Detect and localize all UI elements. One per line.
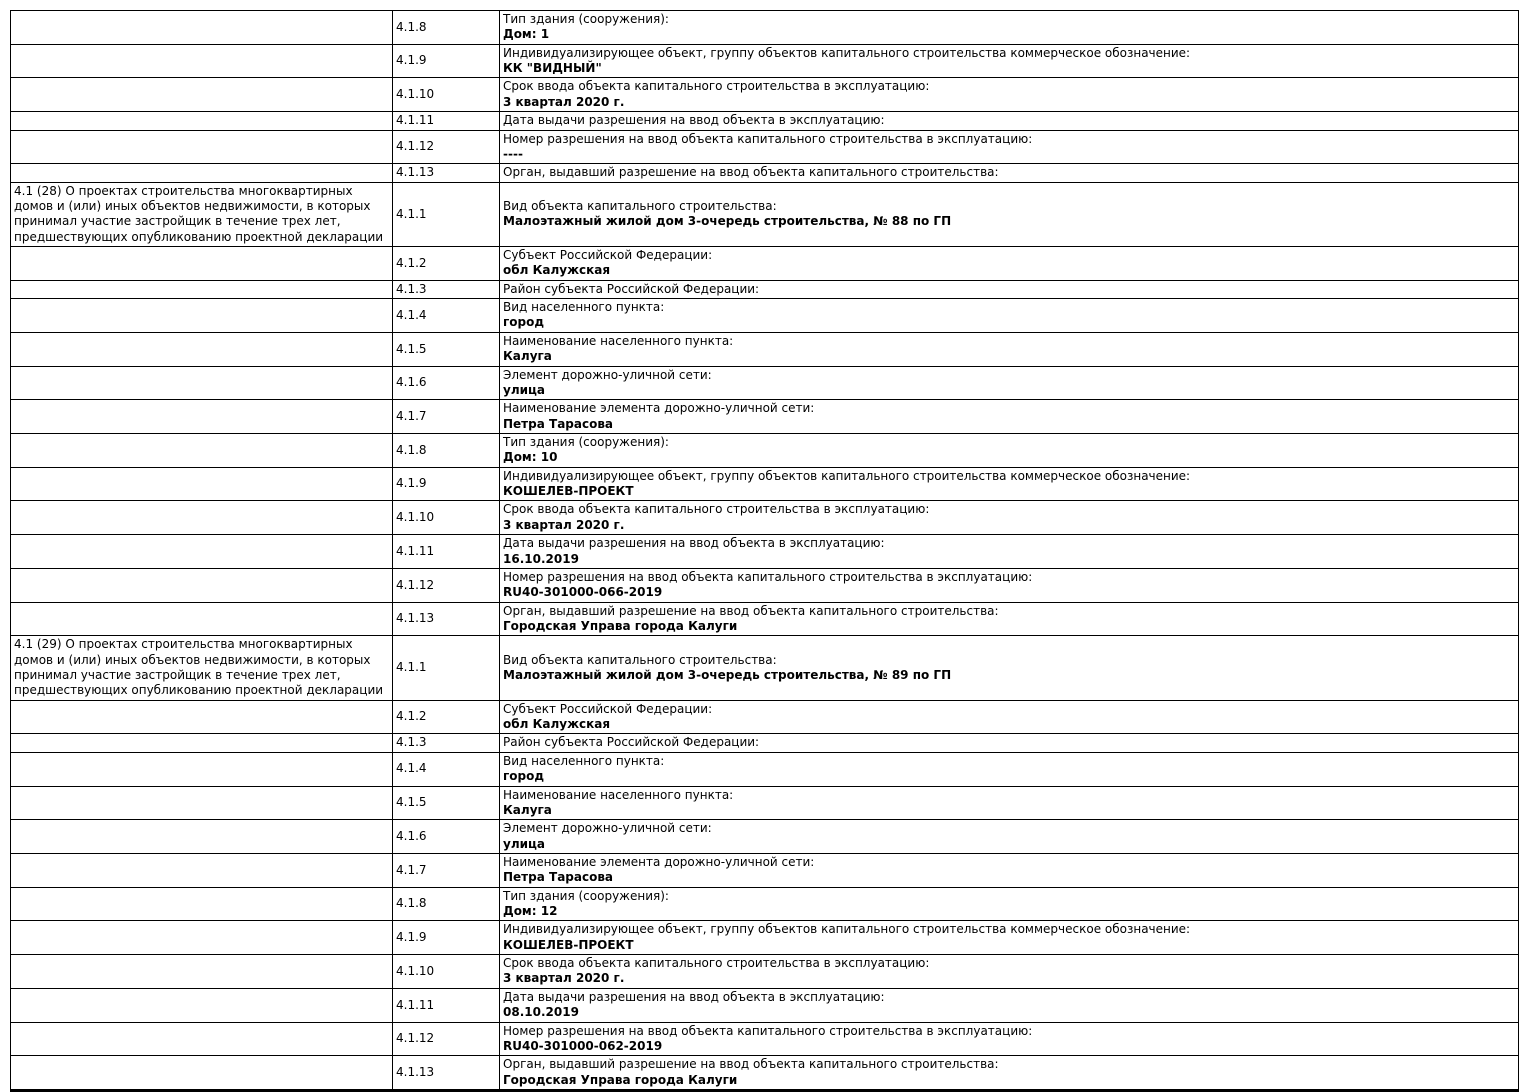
row-content-cell [500,535,1519,569]
row-code-cell: 4.1.13 [393,1056,500,1091]
row-code-cell: 4.1.10 [393,955,500,989]
field-value: 3 квартал 2020 г. [503,517,625,532]
row-content-cell [500,332,1519,366]
row-code-cell: 4.1.12 [393,568,500,602]
row-content-cell [500,366,1519,400]
row-code-cell: 4.1.9 [393,44,500,78]
section-description-cell: 4.1 (29) О проектах строительства многоквартирных домов и (или) иных объектов недвижимости, в которых принимал участие застройщик в течение трех лет, предшествующих опубликованию проектной декларации [11,636,393,700]
row-content-cell [500,400,1519,434]
row-content-cell [500,786,1519,820]
empty-description-cell [11,44,393,78]
empty-description-cell [11,1056,393,1091]
table-row [11,501,1519,535]
row-content-cell [500,247,1519,281]
table-row [11,636,1519,700]
row-content-cell [500,11,1519,45]
field-label: Наименование элемента дорожно-уличной сети: [503,854,815,869]
field-label: Вид объекта капитального строительства: [503,198,777,213]
row-code-cell: 4.1.10 [393,501,500,535]
field-label: Субъект Российской Федерации: [503,248,713,263]
table-row [11,1022,1519,1056]
table-row [11,820,1519,854]
empty-description-cell [11,602,393,636]
row-content-cell [500,955,1519,989]
row-code-cell: 4.1.8 [393,433,500,467]
empty-description-cell [11,332,393,366]
table-row [11,366,1519,400]
row-content-cell [500,501,1519,535]
row-content-cell [500,44,1519,78]
empty-description-cell [11,164,393,182]
field-label: Дата выдачи разрешения на ввод объекта в эксплуатацию: [503,989,885,1004]
row-code-cell: 4.1.9 [393,921,500,955]
field-value: Городская Управа города Калуги [503,1072,738,1087]
empty-description-cell [11,1022,393,1056]
field-value: Калуга [503,349,552,364]
field-value: 16.10.2019 [503,551,579,566]
field-value: Дом: 1 [503,27,550,42]
table-row [11,568,1519,602]
empty-description-cell [11,734,393,752]
row-content-cell [500,78,1519,112]
field-value: улица [503,382,546,397]
field-label: Район субъекта Российской Федерации: [503,735,760,750]
field-label: Элемент дорожно-уличной сети: [503,367,712,382]
empty-description-cell [11,535,393,569]
row-code-cell: 4.1.6 [393,366,500,400]
empty-description-cell [11,247,393,281]
row-code-cell: 4.1.12 [393,130,500,164]
field-value: Петра Тарасова [503,416,614,431]
row-content-cell [500,921,1519,955]
field-value: Городская Управа города Калуги [503,618,738,633]
field-label: Наименование элемента дорожно-уличной сети: [503,401,815,416]
field-label: Наименование населенного пункта: [503,787,734,802]
row-content-cell [500,988,1519,1022]
table-row [11,433,1519,467]
empty-description-cell [11,366,393,400]
row-code-cell: 4.1.13 [393,602,500,636]
row-code-cell: 4.1.10 [393,78,500,112]
field-value: Дом: 12 [503,904,558,919]
field-value: Дом: 10 [503,450,558,465]
field-value: 3 квартал 2020 г. [503,971,625,986]
table-row [11,853,1519,887]
table-row [11,44,1519,78]
row-code-cell: 4.1.3 [393,280,500,298]
field-label: Орган, выдавший разрешение на ввод объекта капитального строительства: [503,1057,999,1072]
declaration-table [10,10,1519,1092]
row-code-cell: 4.1.11 [393,535,500,569]
row-content-cell [500,568,1519,602]
row-content-cell [500,299,1519,333]
row-content-cell [500,734,1519,752]
field-label: Элемент дорожно-уличной сети: [503,821,712,836]
field-label: Номер разрешения на ввод объекта капитального строительства в эксплуатацию: [503,131,1033,146]
field-value: КОШЕЛЕВ-ПРОЕКТ [503,937,634,952]
row-code-cell: 4.1.9 [393,467,500,501]
table-row [11,247,1519,281]
table-row [11,1056,1519,1091]
table-row [11,535,1519,569]
row-content-cell [500,887,1519,921]
row-code-cell: 4.1.2 [393,247,500,281]
empty-description-cell [11,887,393,921]
field-label: Орган, выдавший разрешение на ввод объекта капитального строительства: [503,165,999,180]
field-label: Вид населенного пункта: [503,753,665,768]
table-row [11,78,1519,112]
field-label: Индивидуализирующее объект, группу объектов капитального строительства коммерческое обозначение: [503,45,1191,60]
row-code-cell: 4.1.2 [393,700,500,734]
table-row [11,988,1519,1022]
table-row [11,921,1519,955]
table-row [11,700,1519,734]
empty-description-cell [11,400,393,434]
row-code-cell: 4.1.1 [393,182,500,246]
field-value: обл Калужская [503,717,611,732]
empty-description-cell [11,700,393,734]
field-value: обл Калужская [503,263,611,278]
field-value: КК "ВИДНЫЙ" [503,61,602,76]
field-label: Район субъекта Российской Федерации: [503,281,760,296]
row-code-cell: 4.1.3 [393,734,500,752]
field-label: Вид населенного пункта: [503,300,665,315]
row-content-cell [500,602,1519,636]
row-content-cell [500,130,1519,164]
table-row [11,467,1519,501]
field-label: Дата выдачи разрешения на ввод объекта в эксплуатацию: [503,536,885,551]
table-row [11,400,1519,434]
empty-description-cell [11,568,393,602]
row-content-cell [500,433,1519,467]
row-code-cell: 4.1.4 [393,299,500,333]
row-code-cell: 4.1.11 [393,988,500,1022]
field-label: Индивидуализирующее объект, группу объектов капитального строительства коммерческое обозначение: [503,468,1191,483]
field-value: ---- [503,146,523,161]
field-value: 3 квартал 2020 г. [503,94,625,109]
field-label: Срок ввода объекта капитального строительства в эксплуатацию: [503,79,930,94]
field-label: Срок ввода объекта капитального строительства в эксплуатацию: [503,502,930,517]
field-value: КОШЕЛЕВ-ПРОЕКТ [503,484,634,499]
field-value: 08.10.2019 [503,1005,579,1020]
row-code-cell: 4.1.11 [393,112,500,130]
field-value: Малоэтажный жилой дом 3-очередь строительства, № 89 по ГП [503,668,952,683]
field-label: Тип здания (сооружения): [503,888,669,903]
table-row [11,280,1519,298]
row-content-cell [500,853,1519,887]
row-content-cell [500,467,1519,501]
empty-description-cell [11,955,393,989]
row-code-cell: 4.1.8 [393,887,500,921]
row-code-cell: 4.1.12 [393,1022,500,1056]
table-row [11,299,1519,333]
row-content-cell [500,1022,1519,1056]
field-label: Номер разрешения на ввод объекта капитального строительства в эксплуатацию: [503,569,1033,584]
field-label: Вид объекта капитального строительства: [503,652,777,667]
row-code-cell: 4.1.1 [393,636,500,700]
table-row [11,734,1519,752]
row-content-cell [500,1056,1519,1091]
field-value: улица [503,836,546,851]
field-label: Тип здания (сооружения): [503,434,669,449]
row-content-cell [500,182,1519,246]
row-code-cell: 4.1.8 [393,11,500,45]
declaration-table-body [11,11,1519,1091]
field-value: Малоэтажный жилой дом 3-очередь строительства, № 88 по ГП [503,214,952,229]
empty-description-cell [11,280,393,298]
field-value: RU40-301000-062-2019 [503,1038,663,1053]
row-content-cell [500,636,1519,700]
row-content-cell [500,280,1519,298]
table-row [11,332,1519,366]
empty-description-cell [11,299,393,333]
row-code-cell: 4.1.5 [393,786,500,820]
row-code-cell: 4.1.6 [393,820,500,854]
empty-description-cell [11,130,393,164]
empty-description-cell [11,433,393,467]
field-label: Тип здания (сооружения): [503,12,669,26]
row-content-cell [500,164,1519,182]
empty-description-cell [11,752,393,786]
empty-description-cell [11,501,393,535]
field-value: RU40-301000-066-2019 [503,585,663,600]
empty-description-cell [11,467,393,501]
field-label: Орган, выдавший разрешение на ввод объекта капитального строительства: [503,603,999,618]
table-row [11,887,1519,921]
table-row [11,112,1519,130]
table-row [11,11,1519,45]
empty-description-cell [11,112,393,130]
table-row [11,130,1519,164]
empty-description-cell [11,921,393,955]
row-code-cell: 4.1.13 [393,164,500,182]
table-row [11,955,1519,989]
field-label: Срок ввода объекта капитального строительства в эксплуатацию: [503,956,930,971]
row-code-cell: 4.1.5 [393,332,500,366]
empty-description-cell [11,786,393,820]
empty-description-cell [11,988,393,1022]
row-content-cell [500,752,1519,786]
field-value: город [503,769,545,784]
table-row [11,602,1519,636]
row-code-cell: 4.1.7 [393,400,500,434]
row-code-cell: 4.1.7 [393,853,500,887]
field-label: Наименование населенного пункта: [503,333,734,348]
table-row [11,752,1519,786]
field-label: Номер разрешения на ввод объекта капитального строительства в эксплуатацию: [503,1023,1033,1038]
table-row [11,182,1519,246]
field-label: Индивидуализирующее объект, группу объектов капитального строительства коммерческое обозначение: [503,922,1191,937]
table-row [11,164,1519,182]
field-value: Петра Тарасова [503,870,614,885]
section-description-cell: 4.1 (28) О проектах строительства многоквартирных домов и (или) иных объектов недвижимости, в которых принимал участие застройщик в течение трех лет, предшествующих опубликованию проектной декларации [11,182,393,246]
field-value: Калуга [503,802,552,817]
field-label: Дата выдачи разрешения на ввод объекта в эксплуатацию: [503,113,885,128]
row-content-cell [500,112,1519,130]
row-content-cell [500,820,1519,854]
field-label: Субъект Российской Федерации: [503,701,713,716]
empty-description-cell [11,78,393,112]
row-content-cell [500,700,1519,734]
empty-description-cell [11,11,393,45]
empty-description-cell [11,853,393,887]
empty-description-cell [11,820,393,854]
table-row [11,786,1519,820]
field-value: город [503,315,545,330]
row-code-cell: 4.1.4 [393,752,500,786]
